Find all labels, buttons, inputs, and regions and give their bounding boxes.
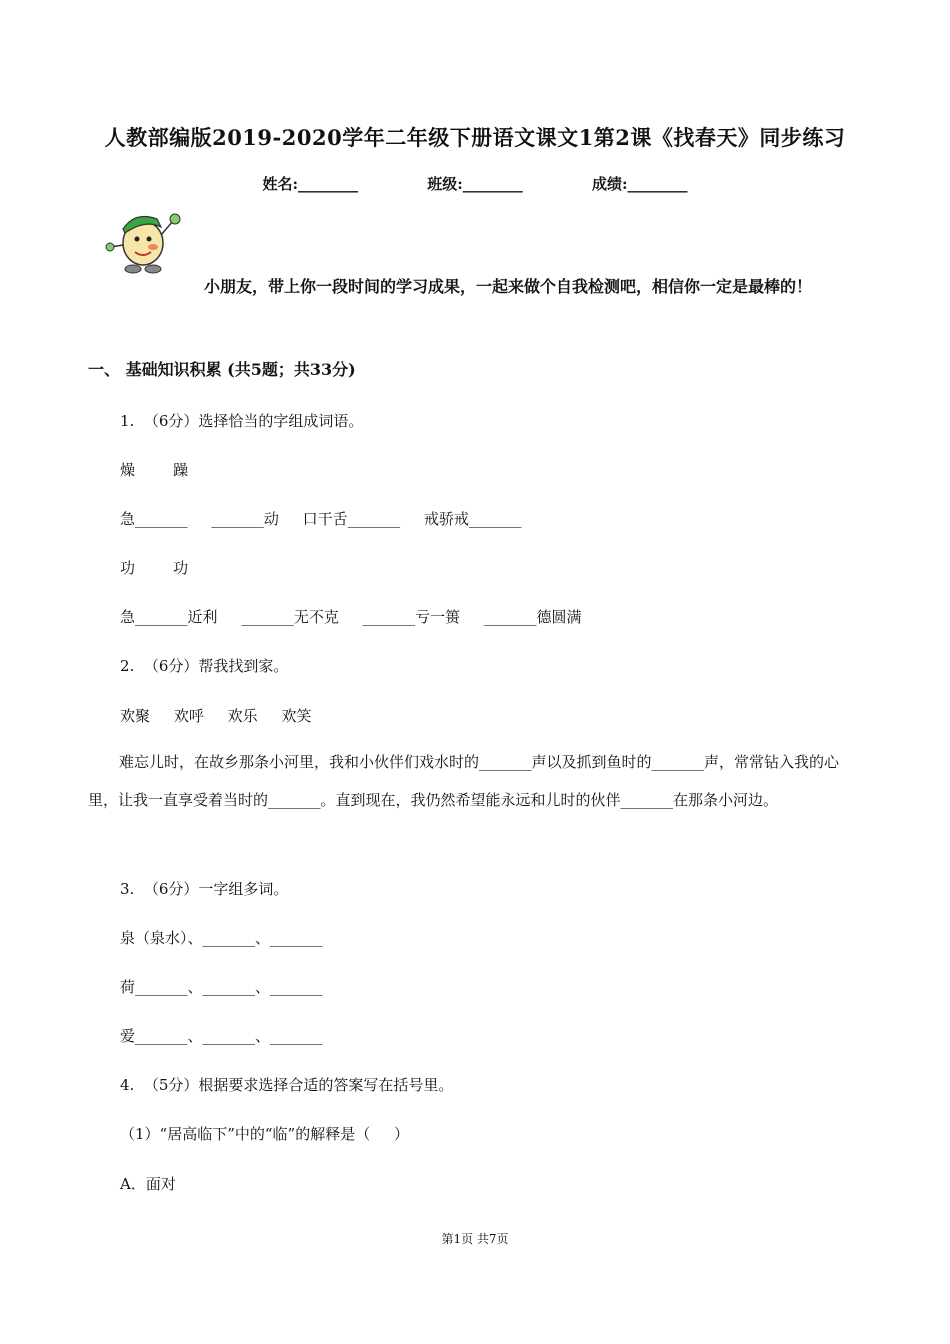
- score-field[interactable]: 成绩:________: [592, 175, 688, 193]
- page-title: 人教部编版2019-2020学年二年级下册语文课文1第2课《找春天》同步练习: [104, 125, 846, 150]
- class-field[interactable]: 班级:________: [427, 175, 523, 193]
- question-4-stem: 4. （5分）根据要求选择合适的答案写在括号里。: [120, 1076, 454, 1094]
- intro-text: 小朋友，带上你一段时间的学习成果，一起来做个自我检测吧，相信你一定是最棒的！: [204, 277, 813, 296]
- question-1-chars-b: 功 功: [120, 559, 189, 577]
- question-4-option-a[interactable]: A．面对: [120, 1175, 176, 1193]
- question-3-line-3[interactable]: 爱_______、_______、_______: [120, 1027, 323, 1045]
- question-2-word-bank: 欢聚 欢呼 欢乐 欢笑: [120, 707, 312, 725]
- page-footer: 第1页 共7页: [441, 1232, 509, 1246]
- student-info: [0, 173, 950, 194]
- name-field[interactable]: 姓名:________: [262, 175, 358, 193]
- question-1-chars-a: 燥 躁: [120, 461, 189, 479]
- question-1-stem: 1. （6分）选择恰当的字组成词语。: [120, 412, 364, 430]
- question-1-blanks-a[interactable]: 急_______ _______动 口干舌_______ 戒骄戒_______: [120, 510, 522, 528]
- question-3-line-1[interactable]: 泉（泉水）、_______、_______: [120, 929, 323, 947]
- mascot-illustration: [105, 205, 185, 275]
- section-heading: 一、 基础知识积累 (共5题；共33分): [88, 360, 356, 379]
- question-3-line-2[interactable]: 荷_______、_______、_______: [120, 978, 323, 996]
- question-3-stem: 3. （6分）一字组多词。: [120, 880, 289, 898]
- question-1-blanks-b[interactable]: 急_______近利 _______无不克 _______亏一篑 _______德圆满: [120, 608, 582, 626]
- question-2-stem: 2. （6分）帮我找到家。: [120, 657, 289, 675]
- question-4-sub-1: （1）“居高临下”中的“临”的解释是（ ）: [120, 1125, 410, 1143]
- question-2-passage[interactable]: 难忘儿时，在故乡那条小河里，我和小伙伴们戏水时的_______声以及抓到鱼时的_______声，常常钻入我的心里，让我一直享受着当时的_______。直到现在，我仍然希望能永远和儿时的伙伴_______在那条小河边。: [88, 753, 840, 809]
